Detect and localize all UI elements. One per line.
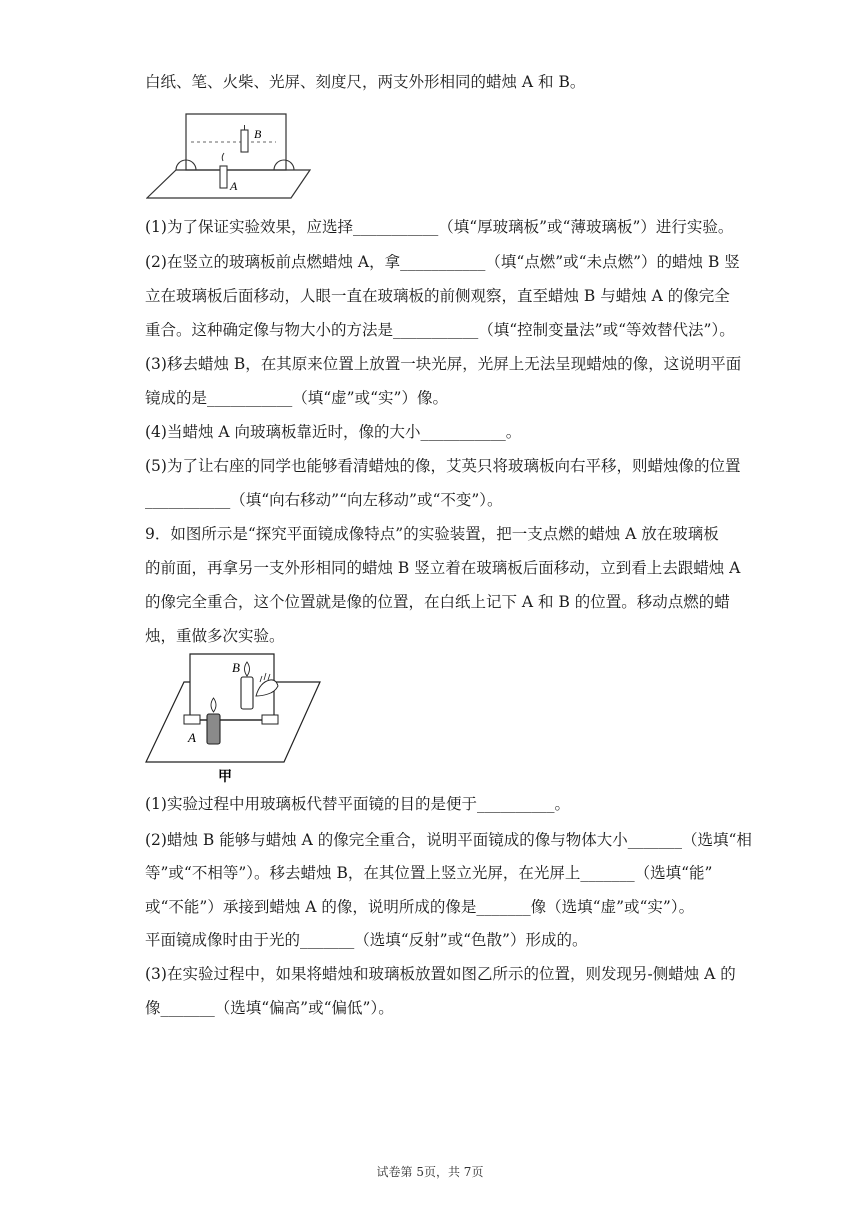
question-9-part-1: (1)实验过程中用玻璃板代替平面镜的目的是便于__________。 xyxy=(145,795,570,813)
candle-b-flame xyxy=(245,662,250,676)
question-8-part-3-line-2: 镜成的是___________（填“虚”或“实”）像。 xyxy=(145,389,448,407)
figure2-label-a: A xyxy=(188,730,196,745)
candle-b-shape xyxy=(241,677,253,709)
text-line-materials: 白纸、笔、火柴、光屏、刻度尺，两支外形相同的蜡烛 A 和 B。 xyxy=(145,73,586,91)
question-9-stem-line-4: 烛，重做多次实验。 xyxy=(145,627,285,645)
question-8-part-2-line-3: 重合。这种确定像与物大小的方法是___________（填“控制变量法”或“等效替代法”）。 xyxy=(145,321,735,339)
question-8-part-2-line-1: (2)在竖立的玻璃板前点燃蜡烛 A，拿___________（填“点燃”或“未点燃”）的蜡烛 B 竖 xyxy=(145,253,740,271)
paper-base-shape xyxy=(147,170,310,198)
question-9-stem-line-1: 9．如图所示是“探究平面镜成像特点”的实验装置，把一支点燃的蜡烛 A 放在玻璃板 xyxy=(145,525,719,543)
figure2-caption: 甲 xyxy=(218,769,232,784)
candle-b-shape xyxy=(241,130,248,152)
question-8-part-5-line-2: ___________（填“向右移动”“向左移动”或“不变”）。 xyxy=(145,491,503,509)
candle-a-flame xyxy=(222,153,224,161)
candle-a-shape xyxy=(207,714,220,744)
right-support-shape xyxy=(262,715,278,724)
question-8-part-4: (4)当蜡烛 A 向玻璃板靠近时，像的大小___________。 xyxy=(145,423,522,441)
figure1-label-a: A xyxy=(230,179,238,193)
question-9-part-3-line-1: (3)在实验过程中，如果将蜡烛和玻璃板放置如图乙所示的位置，则发现另-侧蜡烛 A 的 xyxy=(145,965,736,983)
right-support-shape xyxy=(274,160,294,170)
question-9-part-2-line-2: 等”或“不相等”）。移去蜡烛 B，在其位置上竖立光屏，在光屏上_______（选填“能” xyxy=(145,864,713,882)
figure1-label-b: B xyxy=(254,127,262,141)
candle-a-flame xyxy=(211,698,216,712)
figure-jia-setup xyxy=(144,652,324,784)
question-8-part-2-line-2: 立在玻璃板后面移动，人眼一直在玻璃板的前侧观察，直至蜡烛 B 与蜡烛 A 的像完全 xyxy=(145,287,730,305)
question-8-part-3-line-1: (3)移去蜡烛 B，在其原来位置上放置一块光屏，光屏上无法呈现蜡烛的像，这说明平面 xyxy=(145,355,742,373)
question-8-part-5-line-1: (5)为了让右座的同学也能够看清蜡烛的像，艾英只将玻璃板向右平移，则蜡烛像的位置 xyxy=(145,457,741,475)
question-9-stem-line-2: 的前面，再拿另一支外形相同的蜡烛 B 竖立着在玻璃板后面移动，立到看上去跟蜡烛 A xyxy=(145,559,741,577)
candle-a-shape xyxy=(220,166,227,188)
question-9-part-2-line-3: 或“不能”）承接到蜡烛 A 的像，说明所成的像是_______像（选填“虚”或“实”）。 xyxy=(145,898,695,916)
question-9-stem-line-3: 的像完全重合，这个位置就是像的位置，在白纸上记下 A 和 B 的位置。移动点燃的蜡 xyxy=(145,593,730,611)
left-support-shape xyxy=(184,715,200,724)
figure2-label-b: B xyxy=(232,660,240,675)
page-footer: 试卷第 5页，共 7页 xyxy=(376,1165,484,1179)
question-9-part-2-line-1: (2)蜡烛 B 能够与蜡烛 A 的像完全重合，说明平面镜成的像与物体大小_______（选填“相 xyxy=(145,831,752,849)
figure-glass-plate-setup xyxy=(146,108,311,200)
question-9-part-3-line-2: 像_______（选填“偏高”或“偏低”）。 xyxy=(145,999,394,1017)
question-9-part-2-line-4: 平面镜成像时由于光的_______（选填“反射”或“色散”）形成的。 xyxy=(145,931,588,949)
question-8-part-1: (1)为了保证实验效果，应选择___________（填“厚玻璃板”或“薄玻璃板”）进行实验。 xyxy=(145,218,734,236)
